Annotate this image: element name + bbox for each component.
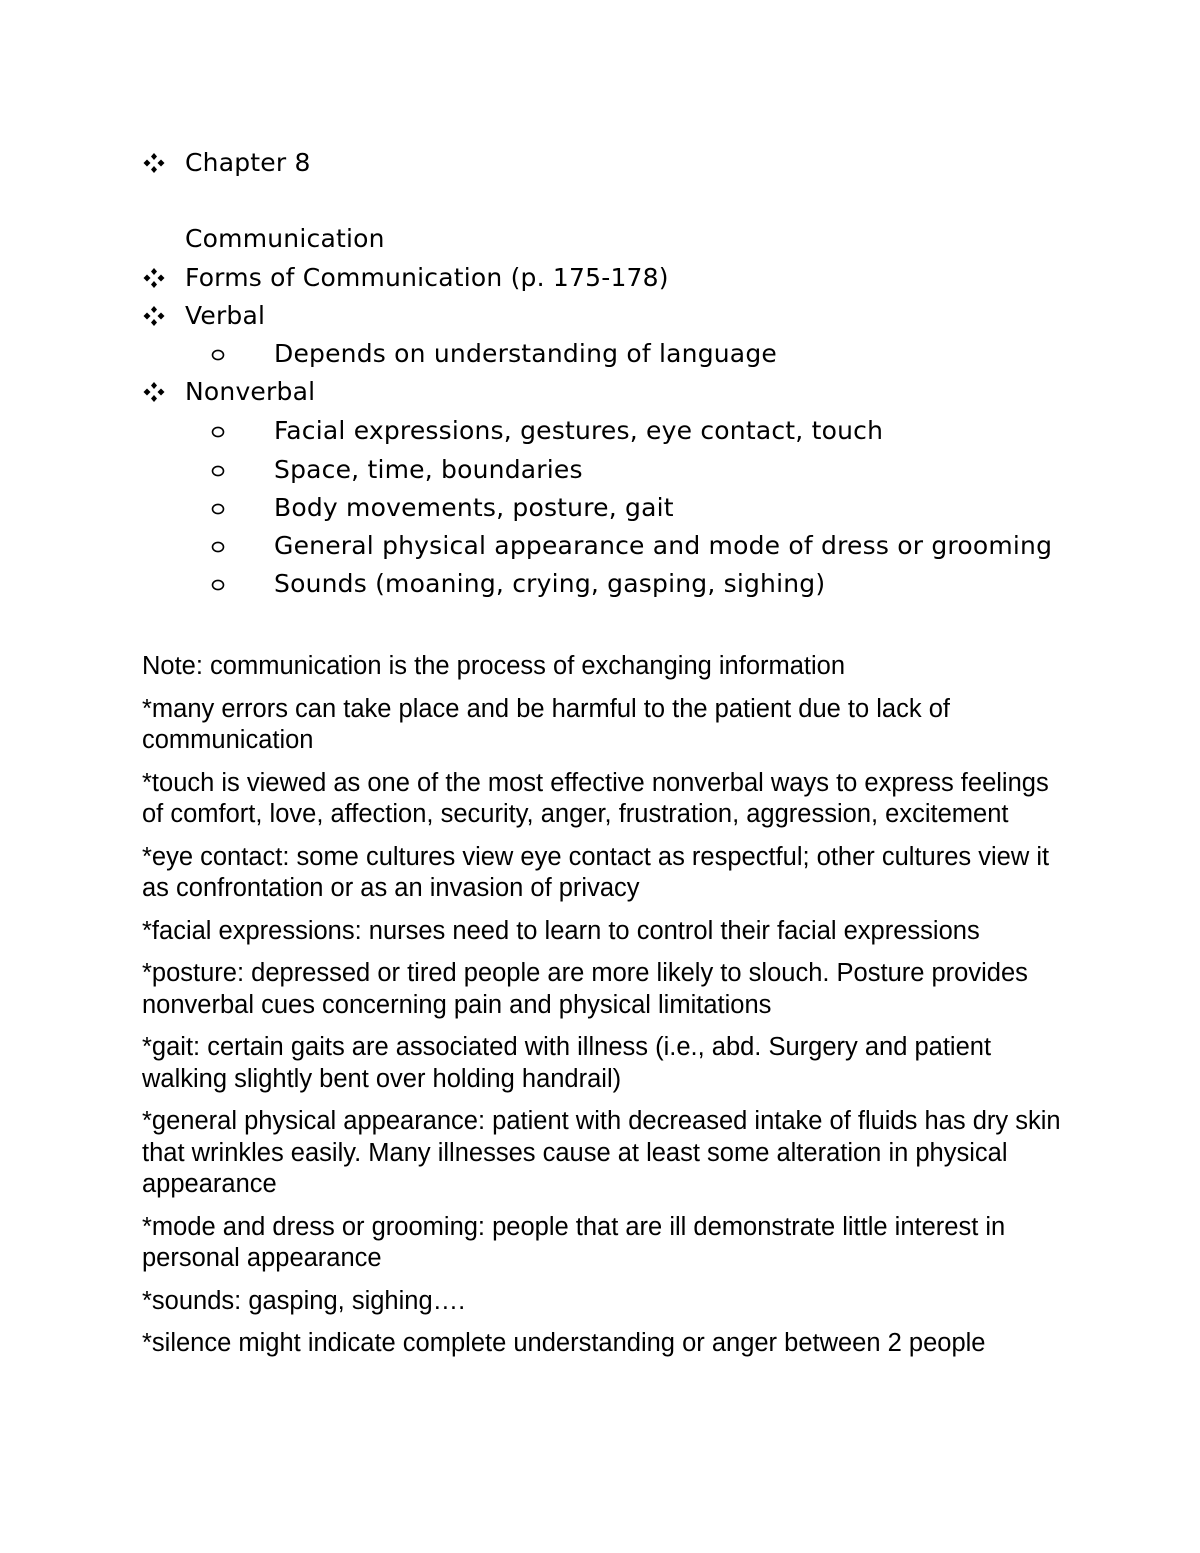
- hollow-circle-bullet-icon: [211, 453, 227, 487]
- verbal-item-text: Depends on understanding of language: [274, 339, 777, 368]
- note-paragraph: *posture: depressed or tired people are more likely to slouch. Posture provides nonverbal cues concerning pain and physical limitations: [142, 959, 1028, 1019]
- verbal-heading: Verbal: [185, 301, 266, 330]
- note-paragraph: *touch is viewed as one of the most effective nonverbal ways to express feelings of comfort, love, affection, security, anger, frustration, aggression, excitement: [142, 768, 1049, 828]
- hollow-circle-bullet-icon: [211, 491, 227, 525]
- note-paragraph: *many errors can take place and be harmful to the patient due to lack of communication: [142, 694, 950, 754]
- four-diamond-bullet-icon: [143, 299, 169, 333]
- hollow-circle-bullet-icon: [211, 529, 227, 563]
- nonverbal-item-text: Facial expressions, gestures, eye contact, touch: [274, 416, 884, 445]
- note-paragraph: *gait: certain gaits are associated with illness (i.e., abd. Surgery and patient walking slightly bent over holding handrail): [142, 1033, 992, 1093]
- chapter-heading: Chapter 8: [185, 148, 311, 177]
- nonverbal-heading: Nonverbal: [185, 377, 316, 406]
- note-paragraph: *eye contact: some cultures view eye contact as respectful; other cultures view it as confrontation or as an invasion of privacy: [142, 842, 1050, 902]
- hollow-circle-bullet-icon: [211, 337, 227, 371]
- note-paragraph: *general physical appearance: patient with decreased intake of fluids has dry skin that wrinkles easily. Many illnesses cause at least some alteration in physical appearance: [142, 1107, 1061, 1198]
- notes-section: [142, 651, 1072, 1371]
- nonverbal-item-text: Sounds (moaning, crying, gasping, sighing): [274, 569, 826, 598]
- note-paragraph: *mode and dress or grooming: people that are ill demonstrate little interest in personal appearance: [142, 1212, 1006, 1272]
- nonverbal-item-text: Body movements, posture, gait: [274, 493, 674, 522]
- note-paragraph: *silence might indicate complete understanding or anger between 2 people: [142, 1329, 986, 1357]
- four-diamond-bullet-icon: [143, 261, 169, 295]
- nonverbal-item-text: General physical appearance and mode of dress or grooming: [274, 531, 1053, 560]
- four-diamond-bullet-icon: [143, 146, 169, 180]
- nonverbal-item-text: Space, time, boundaries: [274, 455, 583, 484]
- hollow-circle-bullet-icon: [211, 567, 227, 601]
- hollow-circle-bullet-icon: [211, 414, 227, 448]
- four-diamond-bullet-icon: [143, 375, 169, 409]
- forms-heading: Forms of Communication (p. 175-178): [185, 263, 669, 292]
- note-paragraph: *facial expressions: nurses need to learn to control their facial expressions: [142, 916, 980, 945]
- note-paragraph: *sounds: gasping, sighing….: [142, 1286, 466, 1315]
- note-paragraph: Note: communication is the process of exchanging information: [142, 652, 846, 680]
- section-heading: Communication: [185, 224, 385, 253]
